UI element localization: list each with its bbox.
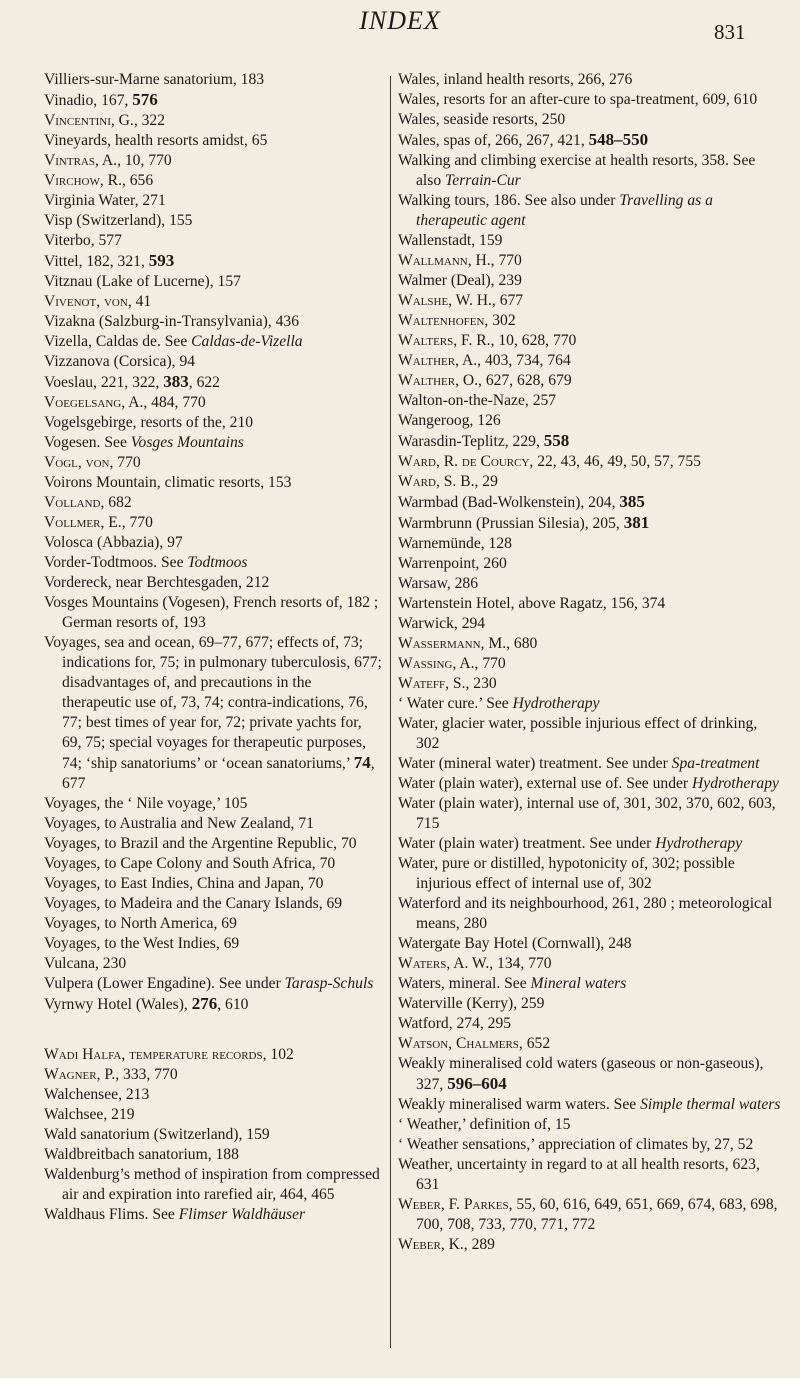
entry-text: Waldhaus Flims. See (44, 1206, 179, 1223)
entry-bold-page: 74 (353, 753, 371, 772)
entry-text: Wangeroog, 126 (398, 412, 501, 429)
index-entry (398, 431, 782, 452)
index-entry (44, 834, 384, 854)
index-entry (398, 90, 782, 110)
index-entry (398, 371, 782, 391)
entry-text: Ward, S. B., 29 (398, 473, 498, 490)
index-entry (44, 894, 384, 914)
index-entry (44, 70, 384, 90)
entry-text: Wallmann, H., 770 (398, 252, 522, 269)
index-entry (398, 994, 782, 1014)
index-entry (398, 534, 782, 554)
entry-text: Warmbrunn (Prussian Silesia), 205, (398, 515, 624, 532)
entry-text: Voegelsang, A., 484, 770 (44, 394, 206, 411)
entry-text: Villiers-sur-Marne sanatorium, 183 (44, 71, 265, 88)
entry-text: Wald sanatorium (Switzerland), 159 (44, 1126, 270, 1143)
entry-text: Waltenhofen, 302 (398, 312, 516, 329)
entry-text: Vintras, A., 10, 770 (44, 152, 172, 169)
entry-cross-reference: Spa-treatment (671, 755, 760, 772)
index-entry (44, 352, 384, 372)
entry-text: Voirons Mountain, climatic resorts, 153 (44, 474, 292, 491)
index-entry (44, 1065, 384, 1085)
index-entry (398, 492, 782, 513)
index-entry (398, 614, 782, 634)
index-entry (398, 634, 782, 654)
entry-text: Water, pure or distilled, hypotonicity of, 302; possible injurious effect of internal use of, 302 (398, 855, 735, 892)
index-entry (398, 594, 782, 614)
index-entry (44, 874, 384, 894)
index-entry (398, 110, 782, 130)
index-entry (44, 914, 384, 934)
index-entry (44, 633, 384, 794)
entry-text: Walking and climbing exercise at health resorts, 358. See also (398, 152, 756, 189)
entry-text: Volosca (Abbazia), 97 (44, 534, 183, 551)
index-entry (398, 714, 782, 754)
entry-cross-reference: Hydrotherapy (512, 695, 600, 712)
entry-text-tail: , 677 (62, 755, 375, 792)
index-entry (398, 794, 782, 834)
index-entry (44, 211, 384, 231)
entry-text: Waldbreitbach sanatorium, 188 (44, 1146, 239, 1163)
entry-text: Vosges Mountains (Vogesen), French resorts of, 182 ; German resorts of, 193 (44, 594, 379, 631)
entry-text: Vogesen. See (44, 434, 131, 451)
entry-cross-reference: Todtmoos (187, 554, 248, 571)
entry-text: Walther, A., 403, 734, 764 (398, 352, 571, 369)
section-gap (44, 1015, 384, 1045)
entry-text: Walther, O., 627, 628, 679 (398, 372, 572, 389)
entry-text: Virginia Water, 271 (44, 192, 166, 209)
entry-text: Vizella, Caldas de. See (44, 333, 192, 350)
index-entry (398, 231, 782, 251)
index-entry (398, 754, 782, 774)
index-entry (398, 311, 782, 331)
index-entry (398, 1235, 782, 1255)
index-entry (398, 554, 782, 574)
entry-text: Wales, spas of, 266, 267, 421, (398, 132, 589, 149)
entry-text: Weber, K., 289 (398, 1236, 495, 1253)
entry-text: Wassing, A., 770 (398, 655, 506, 672)
index-entry (44, 131, 384, 151)
index-entry (398, 674, 782, 694)
entry-text: Warmbad (Bad-Wolkenstein), 204, (398, 494, 620, 511)
entry-bold-page: 276 (191, 994, 218, 1013)
index-entry (44, 272, 384, 292)
index-entry (44, 393, 384, 413)
entry-bold-page: 596–604 (447, 1074, 507, 1093)
index-entry (44, 151, 384, 171)
index-entry (44, 1105, 384, 1125)
entry-text: Visp (Switzerland), 155 (44, 212, 193, 229)
entry-text-tail: , 622 (188, 374, 220, 391)
entry-text: Voyages, to North America, 69 (44, 915, 237, 932)
entry-text: Waters, mineral. See (398, 975, 531, 992)
index-entry (398, 1054, 782, 1095)
index-entry (398, 934, 782, 954)
entry-text: Warasdin-Teplitz, 229, (398, 433, 544, 450)
entry-text: Warrenpoint, 260 (398, 555, 507, 572)
index-entry (44, 90, 384, 111)
entry-text: Wateff, S., 230 (398, 675, 497, 692)
entry-text: Weakly mineralised warm waters. See (398, 1096, 641, 1113)
entry-bold-page: 576 (132, 90, 158, 109)
index-entry (44, 854, 384, 874)
index-entry (398, 1135, 782, 1155)
entry-text: Voyages, to East Indies, China and Japan, 70 (44, 875, 324, 892)
index-entry (398, 513, 782, 534)
entry-text: Walmer (Deal), 239 (398, 272, 522, 289)
entry-text: Voyages, to Cape Colony and South Africa, 70 (44, 855, 336, 872)
entry-bold-page: 558 (543, 431, 570, 450)
index-entry (44, 934, 384, 954)
entry-text: Vulpera (Lower Engadine). See under (44, 975, 285, 992)
index-entry (44, 433, 384, 453)
entry-cross-reference: Simple thermal waters (640, 1096, 781, 1113)
index-entry (44, 473, 384, 493)
index-column-left (44, 70, 384, 1225)
index-entry (398, 694, 782, 714)
index-entry (44, 413, 384, 433)
page-title: INDEX (359, 6, 441, 35)
entry-text: Watergate Bay Hotel (Cornwall), 248 (398, 935, 632, 952)
entry-text: Weber, F. Parkes, 55, 60, 616, 649, 651, 669, 674, 683, 698, 700, 708, 733, 770, 771, 772 (398, 1196, 778, 1233)
index-entry (398, 411, 782, 431)
entry-text: Vizzanova (Corsica), 94 (44, 353, 196, 370)
entry-cross-reference: Tarasp-Schuls (284, 975, 374, 992)
index-entry (44, 513, 384, 533)
entry-text: Ward, R. de Courcy, 22, 43, 46, 49, 50, 57, 755 (398, 453, 701, 470)
entry-text: Vyrnwy Hotel (Wales), (44, 996, 192, 1013)
index-entry (44, 251, 384, 272)
entry-text: Viterbo, 577 (44, 232, 122, 249)
index-entry (398, 974, 782, 994)
index-entry (44, 191, 384, 211)
entry-text: Watford, 274, 295 (398, 1015, 512, 1032)
index-entry (398, 1014, 782, 1034)
entry-text-tail: , 610 (217, 996, 249, 1013)
index-entry (398, 1195, 782, 1235)
index-entry (44, 1205, 384, 1225)
index-column-right (398, 70, 782, 1255)
entry-bold-page: 381 (623, 513, 650, 532)
index-entry (398, 271, 782, 291)
index-entry (398, 151, 782, 191)
index-entry (398, 574, 782, 594)
index-entry (44, 292, 384, 312)
entry-text: Weakly mineralised cold waters (gaseous or non-gaseous), 327, (398, 1055, 764, 1093)
entry-text: Voyages, to the West Indies, 69 (44, 935, 240, 952)
entry-cross-reference: Caldas-de-Vizella (191, 333, 303, 350)
entry-text: Walchsee, 219 (44, 1106, 135, 1123)
index-entry (398, 1034, 782, 1054)
entry-text: Warnemünde, 128 (398, 535, 512, 552)
entry-text: Waldenburg’s method of inspiration from compressed air and expiration into rarefied air, 464, 465 (44, 1166, 380, 1203)
entry-text: Wallenstadt, 159 (398, 232, 503, 249)
index-entry (44, 814, 384, 834)
entry-text: Voyages, the ‘ Nile voyage,’ 105 (44, 795, 248, 812)
entry-text: Wartenstein Hotel, above Ragatz, 156, 374 (398, 595, 666, 612)
index-entry (398, 654, 782, 674)
entry-text: Vizakna (Salzburg-in-Transylvania), 436 (44, 313, 300, 330)
entry-text: Weather, uncertainty in regard to at all health resorts, 623, 631 (398, 1156, 760, 1193)
entry-text: Walking tours, 186. See also under (398, 192, 620, 209)
entry-cross-reference: Flimser Waldhäuser (178, 1206, 306, 1223)
entry-text: ‘ Weather sensations,’ appreciation of climates by, 27, 52 (398, 1136, 754, 1153)
index-entry (44, 974, 384, 994)
index-entry (398, 351, 782, 371)
index-entry (398, 251, 782, 271)
index-entry (44, 171, 384, 191)
entry-text: Vorder-Todtmoos. See (44, 554, 188, 571)
entry-bold-page: 383 (163, 372, 189, 391)
index-entry (44, 593, 384, 633)
entry-cross-reference: Terrain-Cur (445, 172, 521, 189)
index-entry (398, 191, 782, 231)
index-entry (44, 493, 384, 513)
entry-text: Warwick, 294 (398, 615, 486, 632)
entry-text: Vollmer, E., 770 (44, 514, 153, 531)
entry-text: Volland, 682 (44, 494, 132, 511)
entry-text: Vittel, 182, 321, (44, 253, 149, 270)
index-entry (398, 130, 782, 151)
entry-text: Vinadio, 167, (44, 92, 133, 109)
entry-text: Waterville (Kerry), 259 (398, 995, 545, 1012)
entry-text: Vitznau (Lake of Lucerne), 157 (44, 273, 241, 290)
entry-text: Wales, resorts for an after-cure to spa-treatment, 609, 610 (398, 91, 758, 108)
index-entry (44, 312, 384, 332)
entry-text: Vogelsgebirge, resorts of the, 210 (44, 414, 254, 431)
entry-text: Water (plain water), internal use of, 301, 302, 370, 602, 603, 715 (398, 795, 776, 832)
index-entry (398, 70, 782, 90)
entry-text: Watson, Chalmers, 652 (398, 1035, 551, 1052)
entry-text: Walshe, W. H., 677 (398, 292, 524, 309)
entry-bold-page: 385 (619, 492, 645, 511)
entry-text: ‘ Water cure.’ See (398, 695, 513, 712)
index-entry (398, 391, 782, 411)
entry-cross-reference: Hydrotherapy (655, 835, 743, 852)
index-entry (44, 332, 384, 352)
index-entry (44, 553, 384, 573)
entry-cross-reference: Travelling as a therapeutic agent (416, 192, 713, 229)
entry-text: Voyages, sea and ocean, 69–77, 677; effects of, 73; indications for, 75; in pulmonary tuberculosis, 677; disadvantages of, and precautions in the therapeutic use of, 73, 74; contra-indications, 76, 77; best times of year for, 72; private yachts for, 69, 75; special voyages for therapeutic purposes, 74; ‘ship sanatoriums’ or ‘ocean sanatoriums,’ (44, 634, 382, 772)
entry-cross-reference: Vosges Mountains (130, 434, 244, 451)
entry-text: Water (plain water) treatment. See under (398, 835, 656, 852)
index-entry (398, 834, 782, 854)
index-entry (44, 111, 384, 131)
entry-text: Voyages, to Brazil and the Argentine Republic, 70 (44, 835, 357, 852)
entry-text: Water (plain water), external use of. See under (398, 775, 693, 792)
index-entry (44, 453, 384, 473)
page-number: 831 (714, 20, 746, 44)
index-entry (398, 1095, 782, 1115)
index-entry (44, 1045, 384, 1065)
entry-text: Vineyards, health resorts amidst, 65 (44, 132, 268, 149)
entry-cross-reference: Hydrotherapy (692, 775, 779, 792)
index-entry (44, 1085, 384, 1105)
index-entry (398, 774, 782, 794)
column-divider (390, 76, 391, 1348)
entry-text: Water, glacier water, possible injurious effect of drinking, 302 (398, 715, 758, 752)
entry-text: ‘ Weather,’ definition of, 15 (398, 1116, 571, 1133)
entry-text: Waterford and its neighbourhood, 261, 280 ; meteorological means, 280 (398, 895, 773, 932)
index-entry (398, 291, 782, 311)
index-entry (398, 1155, 782, 1195)
entry-text: Wagner, P., 333, 770 (44, 1066, 178, 1083)
index-entry (44, 231, 384, 251)
entry-cross-reference: Mineral waters (530, 975, 627, 992)
entry-text: Virchow, R., 656 (44, 172, 154, 189)
index-entry (44, 1165, 384, 1205)
entry-text: Voeslau, 221, 322, (44, 374, 164, 391)
index-entry (44, 1125, 384, 1145)
index-entry (398, 1115, 782, 1135)
entry-text: Walton-on-the-Naze, 257 (398, 392, 557, 409)
index-entry (44, 1145, 384, 1165)
entry-text: Vivenot, von, 41 (44, 293, 152, 310)
entry-text: Vogl, von, 770 (44, 454, 141, 471)
index-entry (44, 994, 384, 1015)
entry-text: Vulcana, 230 (44, 955, 127, 972)
index-entry (44, 573, 384, 593)
index-entry (44, 533, 384, 553)
entry-text: Voyages, to Madeira and the Canary Islands, 69 (44, 895, 343, 912)
index-entry (44, 954, 384, 974)
entry-text: Wadi Halfa, temperature records, 102 (44, 1046, 294, 1063)
entry-text: Voyages, to Australia and New Zealand, 71 (44, 815, 314, 832)
entry-bold-page: 548–550 (588, 130, 649, 149)
entry-text: Wales, seaside resorts, 250 (398, 111, 566, 128)
entry-text: Wales, inland health resorts, 266, 276 (398, 71, 633, 88)
index-entry (398, 452, 782, 472)
entry-text: Warsaw, 286 (398, 575, 479, 592)
entry-text: Vordereck, near Berchtesgaden, 212 (44, 574, 270, 591)
entry-text: Walters, F. R., 10, 628, 770 (398, 332, 577, 349)
entry-text: Wassermann, M., 680 (398, 635, 538, 652)
index-entry (398, 954, 782, 974)
index-entry (398, 894, 782, 934)
index-entry (398, 472, 782, 492)
entry-text: Waters, A. W., 134, 770 (398, 955, 552, 972)
index-entry (398, 854, 782, 894)
entry-text: Water (mineral water) treatment. See under (398, 755, 672, 772)
index-entry (44, 794, 384, 814)
entry-text: Walchensee, 213 (44, 1086, 150, 1103)
index-entry (44, 372, 384, 393)
index-entry (398, 331, 782, 351)
entry-bold-page: 593 (148, 251, 175, 270)
entry-text: Vincentini, G., 322 (44, 112, 166, 129)
